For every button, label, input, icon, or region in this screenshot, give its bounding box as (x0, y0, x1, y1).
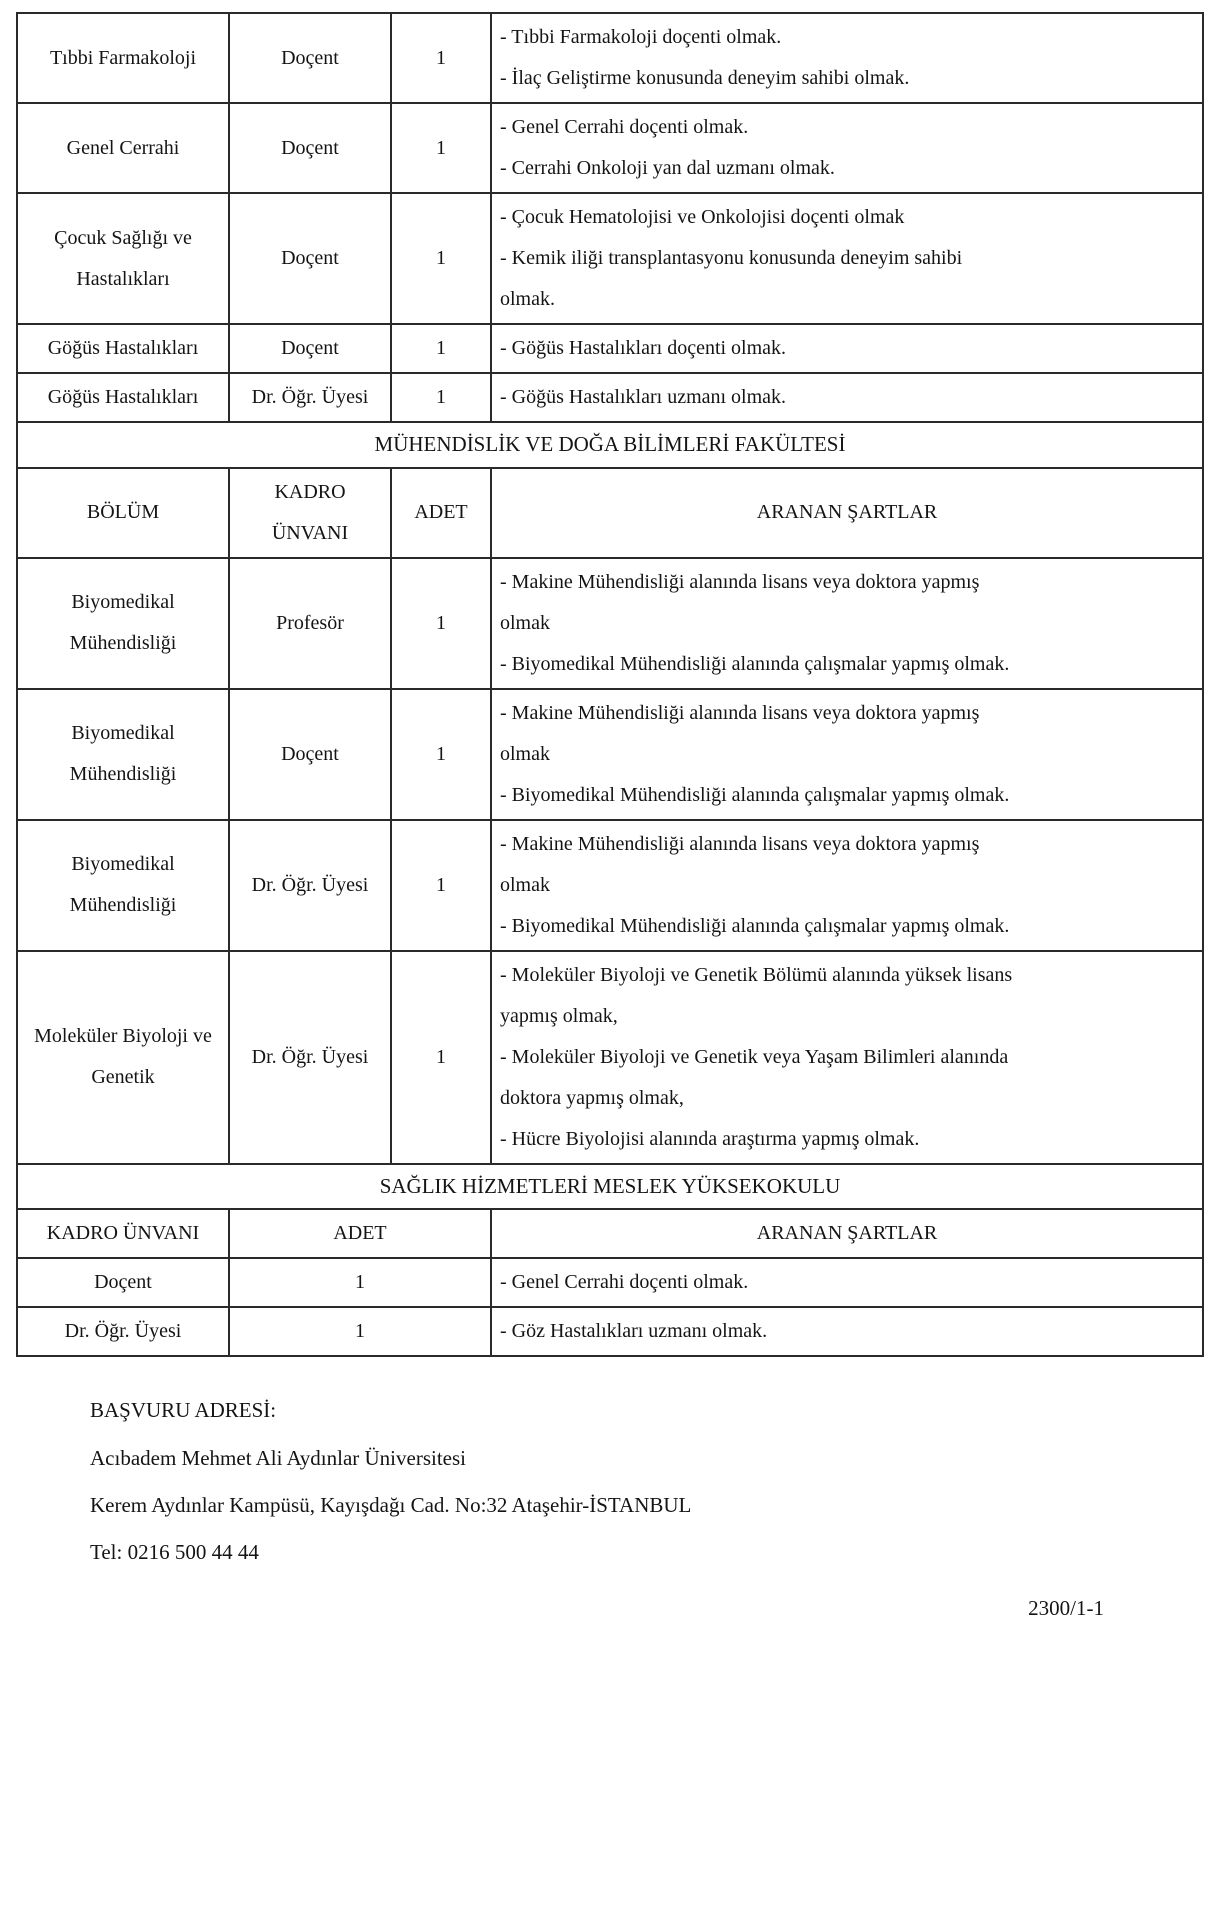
column-header-title: KADRO ÜNVANI (17, 1209, 229, 1258)
requirement-line: - Biyomedikal Mühendisliği alanında çalışmalar yapmış olmak. (500, 914, 1010, 937)
requirements-cell (491, 373, 1203, 422)
address-line-university: Acıbadem Mehmet Ali Aydınlar Üniversitesi (90, 1445, 467, 1470)
section-header-engineering (17, 422, 1203, 468)
requirements-cell (491, 951, 1203, 1164)
table-row (17, 689, 1203, 820)
requirement-line: - Göz Hastalıkları uzmanı olmak. (500, 1320, 768, 1343)
requirement-line: - Genel Cerrahi doçenti olmak. (500, 1271, 749, 1294)
count-cell: 1 (391, 324, 491, 373)
column-header-count: ADET (229, 1209, 491, 1258)
column-header-count: ADET (391, 468, 491, 558)
table-row (17, 951, 1203, 1164)
department-cell: Moleküler Biyoloji ve Genetik (17, 951, 229, 1164)
requirement-line: - Makine Mühendisliği alanında lisans veya doktora yapmış (500, 701, 980, 724)
address-line-street: Kerem Aydınlar Kampüsü, Kayışdağı Cad. No:32 Ataşehir-İSTANBUL (90, 1492, 692, 1517)
column-header-row (17, 468, 1203, 558)
count-cell: 1 (391, 951, 491, 1164)
count-cell: 1 (229, 1258, 491, 1307)
title-cell: Dr. Öğr. Üyesi (17, 1307, 229, 1356)
column-header-requirements: ARANAN ŞARTLAR (491, 1209, 1203, 1258)
department-cell: Göğüs Hastalıkları (17, 373, 229, 422)
title-cell: Doçent (229, 689, 391, 820)
requirements-cell (491, 324, 1203, 373)
count-cell: 1 (391, 558, 491, 689)
requirement-line: - Hücre Biyolojisi alanında araştırma yapmış olmak. (500, 1127, 920, 1150)
requirement-line: olmak. (500, 288, 555, 310)
count-cell: 1 (229, 1307, 491, 1356)
requirement-line: yapmış olmak, (500, 1004, 618, 1027)
section-title: MÜHENDİSLİK VE DOĞA BİLİMLERİ FAKÜLTESİ (17, 422, 1203, 468)
section-header-vocational (17, 1164, 1203, 1210)
table-row (17, 13, 1203, 103)
requirement-line: - Moleküler Biyoloji ve Genetik Bölümü alanında yüksek lisans (500, 963, 1013, 986)
count-cell: 1 (391, 103, 491, 193)
requirements-cell (491, 558, 1203, 689)
table-row (17, 1307, 1203, 1356)
requirement-line: - Moleküler Biyoloji ve Genetik veya Yaşam Bilimleri alanında (500, 1045, 1009, 1068)
requirements-cell (491, 1258, 1203, 1307)
requirements-cell (491, 103, 1203, 193)
column-header-title: KADRO ÜNVANI (229, 468, 391, 558)
requirements-cell (491, 1307, 1203, 1356)
table-row (17, 373, 1203, 422)
department-cell: Biyomedikal Mühendisliği (17, 689, 229, 820)
requirement-line: - Makine Mühendisliği alanında lisans veya doktora yapmış (500, 832, 980, 855)
table-row (17, 558, 1203, 689)
requirement-line: - Biyomedikal Mühendisliği alanında çalışmalar yapmış olmak. (500, 652, 1010, 675)
title-cell: Profesör (229, 558, 391, 689)
requirement-line: - Göğüs Hastalıkları doçenti olmak. (500, 337, 787, 359)
title-cell: Dr. Öğr. Üyesi (229, 373, 391, 422)
title-cell: Doçent (229, 193, 391, 324)
requirements-cell (491, 193, 1203, 324)
requirement-line: olmak (500, 611, 550, 634)
requirement-line: olmak (500, 742, 550, 765)
column-header-requirements: ARANAN ŞARTLAR (491, 468, 1203, 558)
title-cell: Dr. Öğr. Üyesi (229, 951, 391, 1164)
department-cell: Göğüs Hastalıkları (17, 324, 229, 373)
table-row (17, 1258, 1203, 1307)
requirements-cell (491, 820, 1203, 951)
count-cell: 1 (391, 373, 491, 422)
requirements-cell (491, 13, 1203, 103)
requirement-line: - Cerrahi Onkoloji yan dal uzmanı olmak. (500, 157, 835, 179)
positions-table (16, 12, 1204, 1357)
department-cell: Genel Cerrahi (17, 103, 229, 193)
table-row (17, 324, 1203, 373)
column-header-department: BÖLÜM (17, 468, 229, 558)
department-cell: Tıbbi Farmakoloji (17, 13, 229, 103)
count-cell: 1 (391, 689, 491, 820)
column-header-row (17, 1209, 1203, 1258)
department-cell: Biyomedikal Mühendisliği (17, 820, 229, 951)
department-cell: Çocuk Sağlığı ve Hastalıkları (17, 193, 229, 324)
application-address-label: BAŞVURU ADRESİ: (90, 1398, 277, 1423)
title-cell: Doçent (229, 324, 391, 373)
table-row (17, 193, 1203, 324)
table-row (17, 103, 1203, 193)
requirement-line: - Tıbbi Farmakoloji doçenti olmak. (500, 26, 782, 48)
table-row (17, 820, 1203, 951)
requirement-line: - İlaç Geliştirme konusunda deneyim sahibi olmak. (500, 67, 910, 89)
department-cell: Biyomedikal Mühendisliği (17, 558, 229, 689)
requirement-line: - Kemik iliği transplantasyonu konusunda deneyim sahibi (500, 247, 963, 269)
address-line-phone: Tel: 0216 500 44 44 (90, 1540, 259, 1565)
title-cell: Doçent (17, 1258, 229, 1307)
requirement-line: - Çocuk Hematolojisi ve Onkolojisi doçenti olmak (500, 206, 905, 228)
requirements-cell (491, 689, 1203, 820)
count-cell: 1 (391, 13, 491, 103)
requirement-line: - Genel Cerrahi doçenti olmak. (500, 116, 749, 138)
requirement-line: - Biyomedikal Mühendisliği alanında çalışmalar yapmış olmak. (500, 783, 1010, 806)
requirement-line: doktora yapmış olmak, (500, 1086, 684, 1109)
requirement-line: - Makine Mühendisliği alanında lisans veya doktora yapmış (500, 570, 980, 593)
count-cell: 1 (391, 820, 491, 951)
title-cell: Doçent (229, 13, 391, 103)
page-reference: 2300/1-1 (1028, 1596, 1104, 1621)
title-cell: Doçent (229, 103, 391, 193)
requirement-line: - Göğüs Hastalıkları uzmanı olmak. (500, 386, 787, 408)
requirement-line: olmak (500, 873, 550, 896)
footer (90, 1387, 1204, 1576)
count-cell: 1 (391, 193, 491, 324)
title-cell: Dr. Öğr. Üyesi (229, 820, 391, 951)
section-title: SAĞLIK HİZMETLERİ MESLEK YÜKSEKOKULU (17, 1164, 1203, 1210)
